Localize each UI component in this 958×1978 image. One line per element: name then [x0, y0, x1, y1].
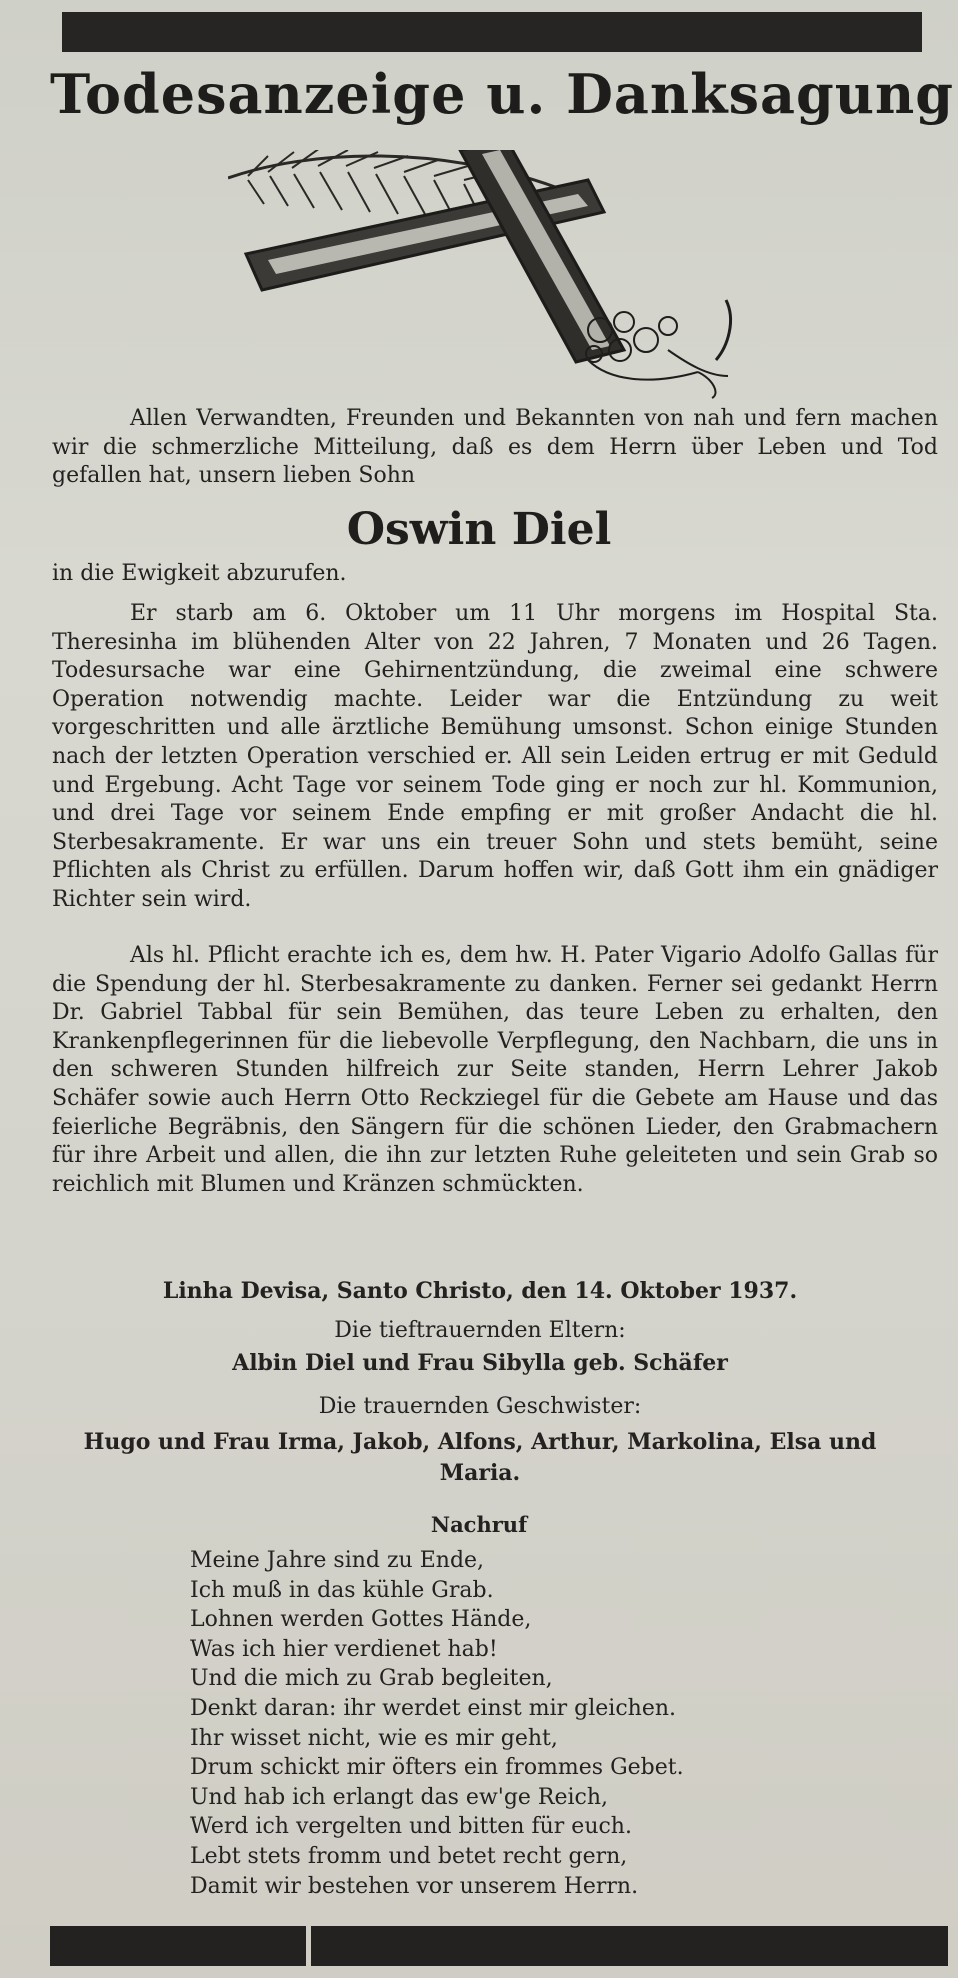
bottom-rule-divider [306, 1926, 311, 1966]
intro-paragraph: Allen Verwandten, Freunden und Bekannten von nah und fern machen wir die schmerzliche Mitteilung, daß es dem Herrn über Leben und Tod gefallen hat, unsern lieben Sohn [52, 406, 938, 488]
poem-line: Meine Jahre sind zu Ende, [190, 1548, 485, 1573]
poem-line: Denkt daran: ihr werdet einst mir gleichen. [190, 1695, 677, 1721]
poem-line: Was ich hier verdienet hab! [190, 1636, 498, 1662]
notice-headline: Todesanzeige u. Danksagung [50, 62, 955, 126]
siblings-label: Die trauernden Geschwister: [318, 1394, 642, 1419]
top-black-rule [62, 12, 922, 52]
wooden-cross [244, 150, 640, 362]
deceased-name: Oswin Diel [346, 504, 612, 555]
poem-line: Lebt stets fromm und betet recht gern, [190, 1843, 628, 1869]
siblings-names: Hugo und Frau Irma, Jakob, Alfons, Arthur, Markolina, Elsa und Maria. [83, 1429, 877, 1486]
after-name-line: in die Ewigkeit abzurufen. [52, 561, 347, 586]
poem-line: Lohnen werden Gottes Hände, [190, 1607, 532, 1633]
poem-line: Damit wir bestehen vor unserem Herrn. [190, 1873, 639, 1899]
poem-line: Und die mich zu Grab begleiten, [190, 1666, 553, 1692]
poem-line: Und hab ich erlangt das ew'ge Reich, [190, 1784, 609, 1810]
poem-line: Ich muß in das kühle Grab. [190, 1577, 494, 1603]
poem-line: Ihr wisset nicht, wie es mir geht, [190, 1725, 558, 1751]
death-paragraph: Er starb am 6. Oktober um 11 Uhr morgens im Hospital Sta. Theresinha im blühenden Alter von 22 Jahren, 7 Monaten und 26 Tagen. Todesursache war eine Gehirnentzündung, die zweimal eine schwere Operation notwendig machte. Leider war die Entzündung zu weit vorgeschritten und alle ärztliche Bemühung umsonst. Schon einige Stunden nach der letzten Operation verschied er. All sein Leiden ertrug er mit Geduld und Ergebung. Acht Tage vor seinem Tode ging er noch zur hl. Kommunion, und drei Tage vor seinem Ende empfing er mit großer Andacht die hl. Sterbesakramente. Er war uns ein treuer Sohn und stets bemüht, seine Pflichten als Christ zu erfüllen. Darum hoffen wir, daß Gott ihm ein gnädiger Richter sein wird. [52, 601, 938, 912]
bottom-black-rule [50, 1926, 948, 1966]
parents-names: Albin Diel und Frau Sibylla geb. Schäfer [232, 1350, 728, 1376]
thanks-paragraph: Als hl. Pflicht erachte ich es, dem hw. H. Pater Vigario Adolfo Gallas für die Spendung der hl. Sterbesakramente zu danken. Ferner sei gedankt Herrn Dr. Gabriel Tabbal für sein Bemühen, das teure Leben zu erhalten, den Krankenpflegerinnen für die liebevolle Verpflegung, den Nachbarn, die uns in den schweren Stunden hilfreich zur Seite standen, Herrn Lehrer Jakob Schäfer sowie auch Herrn Otto Reckziegel für die Gebete am Hause und das feierliche Begräbnis, den Sängern für die schönen Lieder, den Grabmachern für ihre Arbeit und allen, die ihn zur letzten Ruhe geleiteten und sein Grab so reichlich mit Blumen und Kränzen schmückten. [52, 943, 938, 1197]
memorial-poem [190, 1546, 910, 1901]
parents-label: Die tieftrauernden Eltern: [334, 1318, 626, 1343]
place-date: Linha Devisa, Santo Christo, den 14. Oktober 1937. [162, 1278, 798, 1304]
poem-line: Werd ich vergelten und bitten für euch. [190, 1814, 632, 1840]
poem-line: Drum schickt mir öfters ein frommes Gebet. [190, 1755, 684, 1781]
cross-with-palm-frond-and-flowers-icon [228, 150, 808, 400]
poem-title: Nachruf [430, 1512, 528, 1537]
